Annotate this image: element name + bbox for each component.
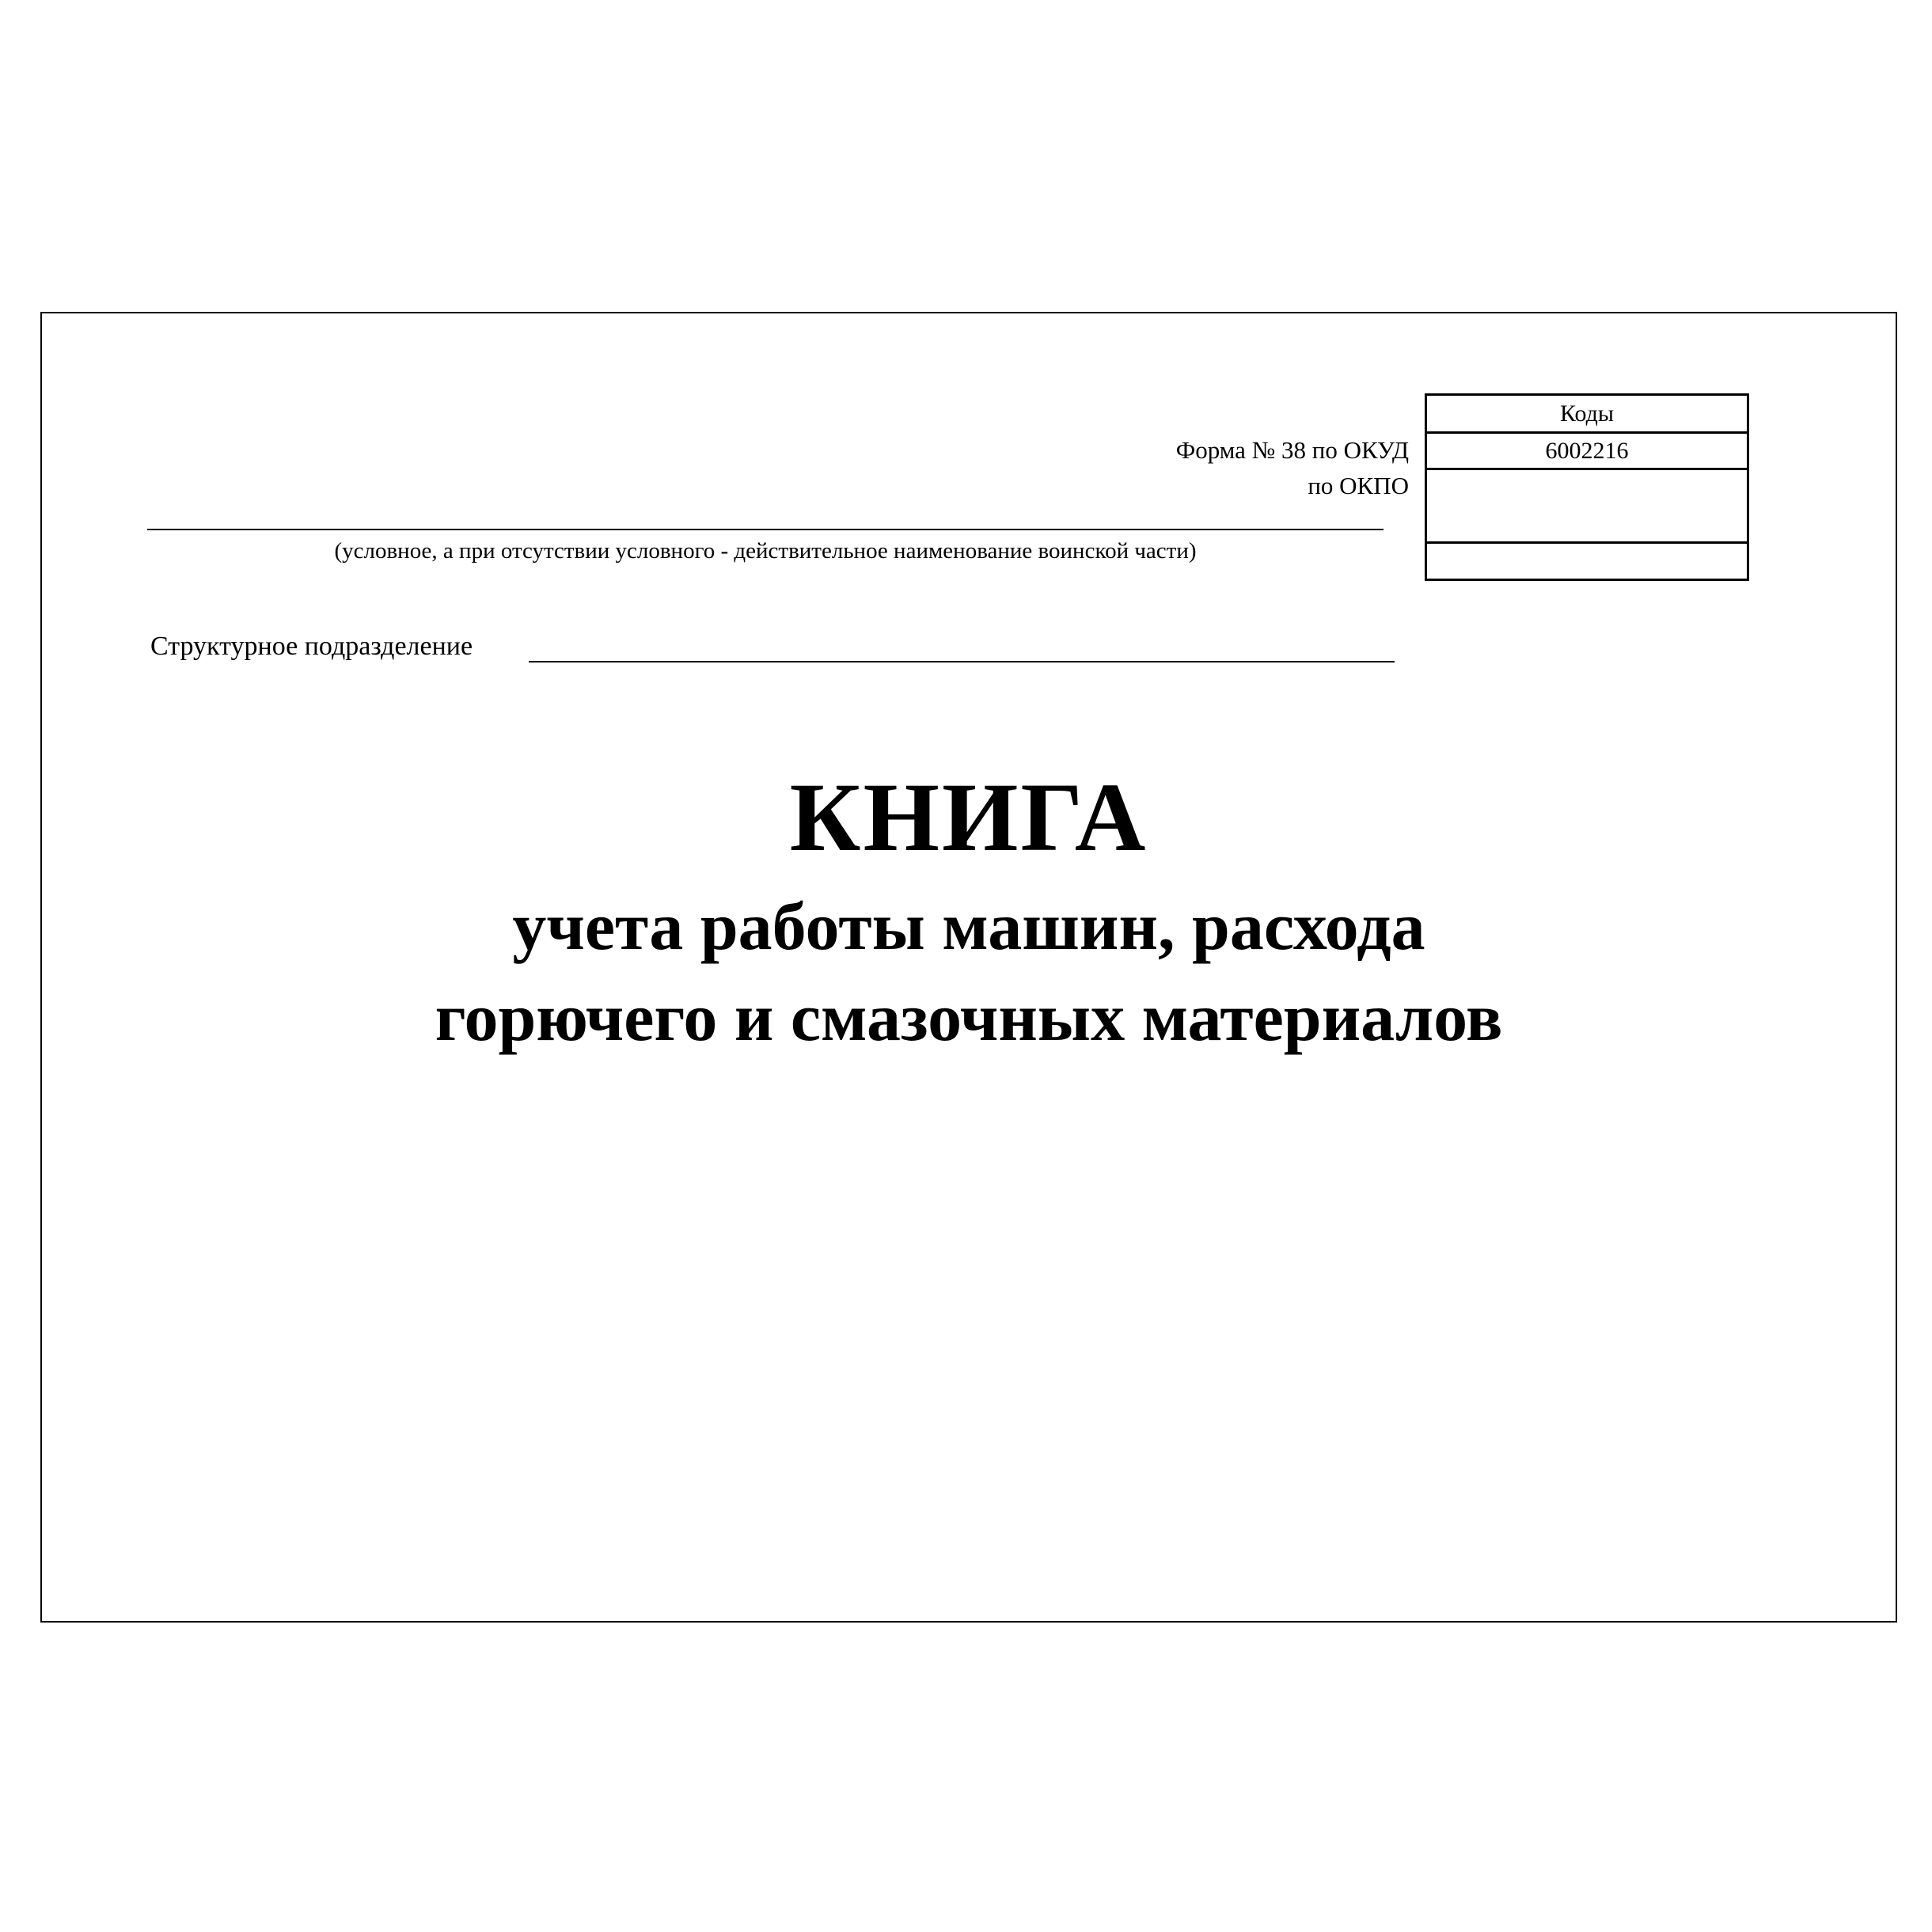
book-subtitle-line-2: горючего и смазочных материалов: [435, 979, 1503, 1055]
extra-code-cell: [1426, 543, 1748, 580]
okud-code-cell: 6002216: [1426, 433, 1748, 469]
unit-name-line: [147, 529, 1384, 530]
subdivision-line: [529, 661, 1395, 662]
codes-table: [1425, 393, 1749, 581]
subdivision-label: Структурное подразделение: [150, 632, 473, 661]
book-subtitle-line-1: учета работы машин, расхода: [512, 888, 1425, 964]
book-title: КНИГА: [789, 763, 1148, 871]
form-okud-label: Форма № 38 по ОКУД: [1175, 436, 1409, 464]
codes-header: Коды: [1426, 395, 1748, 433]
okpo-code-cell: [1426, 469, 1748, 543]
form-okpo-label: по ОКПО: [1308, 472, 1409, 499]
unit-name-caption: (условное, а при отсутствии условного - действительное наименование воинской части): [334, 538, 1197, 564]
